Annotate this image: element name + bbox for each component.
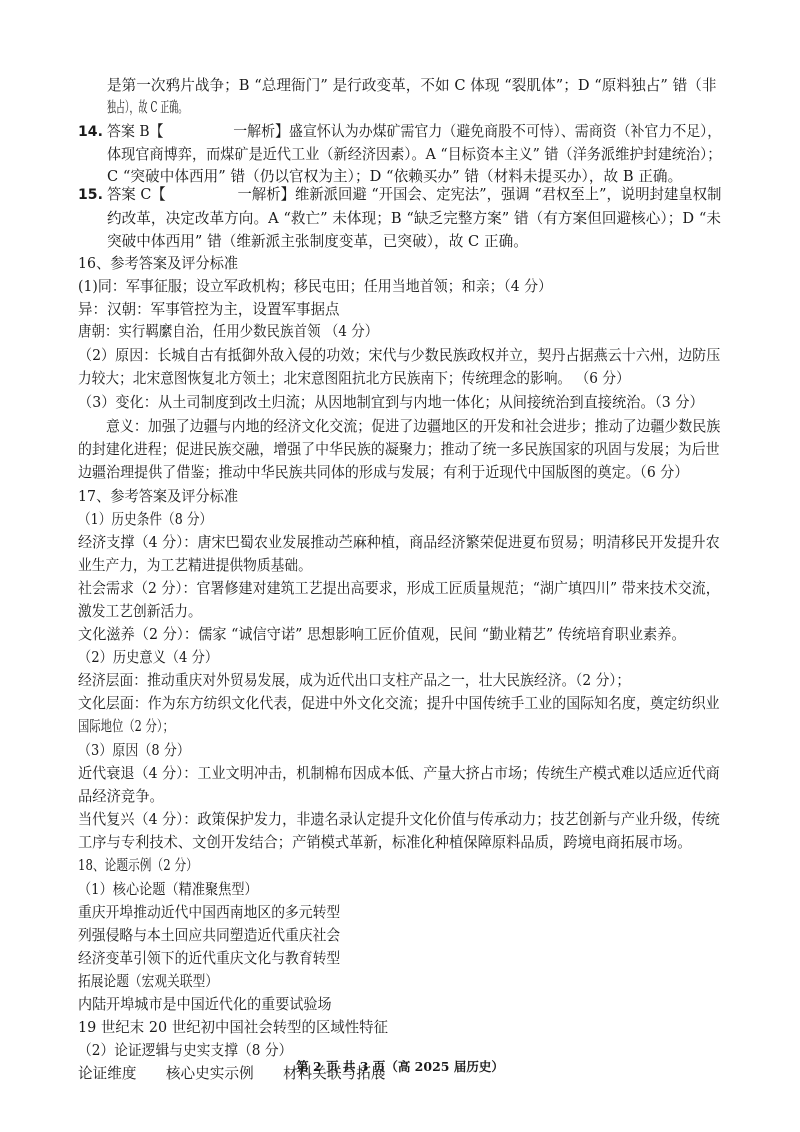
text-line: 16、参考答案及评分标准 [78,255,239,272]
text-line: 重庆开埠推动近代中国西南地区的多元转型 [78,904,341,921]
text-line: 文化层面：作为东方纺织文化代表，促进中外文化交流；提升中国传统手工业的国际知名度，奠定纺织业 [78,695,720,712]
text-line: 工序与专利技术、文创开发结合；产销模式革新，标准化种植保障原料品质，跨境电商拓展市场。 [78,834,692,851]
text-line: 19 世纪末 20 世纪初中国社会转型的区域性特征 [78,1019,388,1036]
text-line: 独占），故 C 正确。 [107,99,188,116]
text-line: （2）论证逻辑与史实支撑（8 分） [78,1042,293,1059]
text-line: 品经济竞争。 [78,788,164,805]
text-line: 意义：加强了边疆与内地的经济文化交流；促进了边疆地区的开发和社会进步；推动了边疆少数民族 [106,418,721,435]
page-footer: 第 2 页 共 3 页（高 2025 届历史） [296,1059,504,1074]
text-line: 激发工艺创新活力。 [78,603,202,620]
text-line: 业生产力，为工艺精进提供物质基础。 [78,557,312,574]
text-line: 经济层面：推动重庆对外贸易发展，成为近代出口支柱产品之一，壮大民族经济。（2 分）； [78,672,631,689]
text-line: 近代衰退（4 分）：工业文明冲击，机制棉布因成本低、产量大挤占市场；传统生产模式难以适应近代商 [78,765,720,782]
text-line: 突破中体西用” 错（维新派主张制度变革，已突破），故 C 正确。 [107,233,528,250]
text-line: 列强侵略与本土回应共同塑造近代重庆社会 [78,927,341,944]
text-line: 唐朝：实行羁縻自治，任用少数民族首领 （4 分） [78,323,379,340]
text-line: 经济变革引领下的近代重庆文化与教育转型 [78,950,341,967]
text-line: 经济支撑（4 分）：唐宋巴蜀农业发展推动苎麻种植，商品经济繁荣促进夏布贸易；明清移民开发提升农 [78,534,720,551]
text-line: 国际地位（2 分）； [78,718,174,735]
text-line: 约改革，决定改革方向。A “救亡” 未体现；B “缺乏完整方案” 错（有方案但回避核心）；D “未 [107,210,721,227]
text-line: （1）核心论题（精准聚焦型） [78,881,258,898]
text-line: 17、参考答案及评分标准 [78,488,239,505]
text-line: C “突破中体西用” 错（仍以官权为主）；D “依赖买办” 错（材料未提买办），故 B 正确。 [107,168,683,185]
text-line: 18、论题示例（2 分） [78,857,198,874]
text-line: 拓展论题（宏观关联型） [78,973,219,990]
text-line: 是第一次鸦片战争；B “总理衙门” 是行政变革，不如 C 体现 “裂肌体”；D “原料独占” 错（非 [107,77,717,94]
text-line: 社会需求（2 分）：官署修建对建筑工艺提出高要求，形成工匠质量规范；“湖广填四川” 带来技术交流， [78,580,720,597]
text-line: 文化滋养（2 分）：儒家 “诚信守诺” 思想影响工匠价值观，民间 “勤业精艺” 传统培育职业素养。 [78,626,686,643]
text-line: （3）原因（8 分） [78,742,190,759]
text-line: （2）历史意义（4 分） [78,649,219,666]
text-line: （1）历史条件（8 分） [78,511,213,528]
text-line: （2）原因：长城自古有抵御外敌入侵的功效；宋代与少数民族政权并立，契丹占据燕云十六州，边防压 [78,347,721,364]
question-number-15: 15. [78,187,103,203]
text-line: 体现官商博弈，而煤矿是近代工业（新经济因素）。A “目标资本主义” 错（洋务派维护封建统治）； [107,146,722,163]
text-line: 论证维度 核心史实示例 材料关联与拓展 [78,1065,386,1082]
text-line: (1)同：军事征服；设立军政机构；移民屯田；任用当地首领；和亲；（4 分） [78,278,553,295]
text-line: 当代复兴（4 分）：政策保护发力，非遗名录认定提升文化价值与传承动力；技艺创新与产业升级，传统 [78,811,720,828]
text-line: 的封建化进程；促进民族交融，增强了中华民族的凝聚力；推动了统一多民族国家的巩固与发展；为后世 [78,441,720,458]
text-line: 力较大；北宋意图恢复北方领土；北宋意图阻抗北方民族南下；传统理念的影响。 （6 分） [78,370,630,387]
question-number-14: 14. [78,124,103,140]
text-line: 内陆开埠城市是中国近代化的重要试验场 [78,996,332,1013]
text-line: 异：汉朝：军事管控为主，设置军事据点 [78,301,340,318]
text-line: 答案 B【 一解析】盛宣怀认为办煤矿需官力（避免商股不可恃）、需商资（补官力不足）， [107,123,722,140]
text-line: 答案 C【 一解析】维新派回避 “开国会、定宪法”，强调 “君权至上”，说明封建皇权制 [107,186,722,203]
text-line: 边疆治理提供了借鉴；推动中华民族共同体的形成与发展；有利于近现代中国版图的奠定。（6 分） [78,464,689,481]
text-line: （3）变化：从土司制度到改土归流；从因地制宜到与内地一体化；从间接统治到直接统治。（3 分） [78,394,704,411]
